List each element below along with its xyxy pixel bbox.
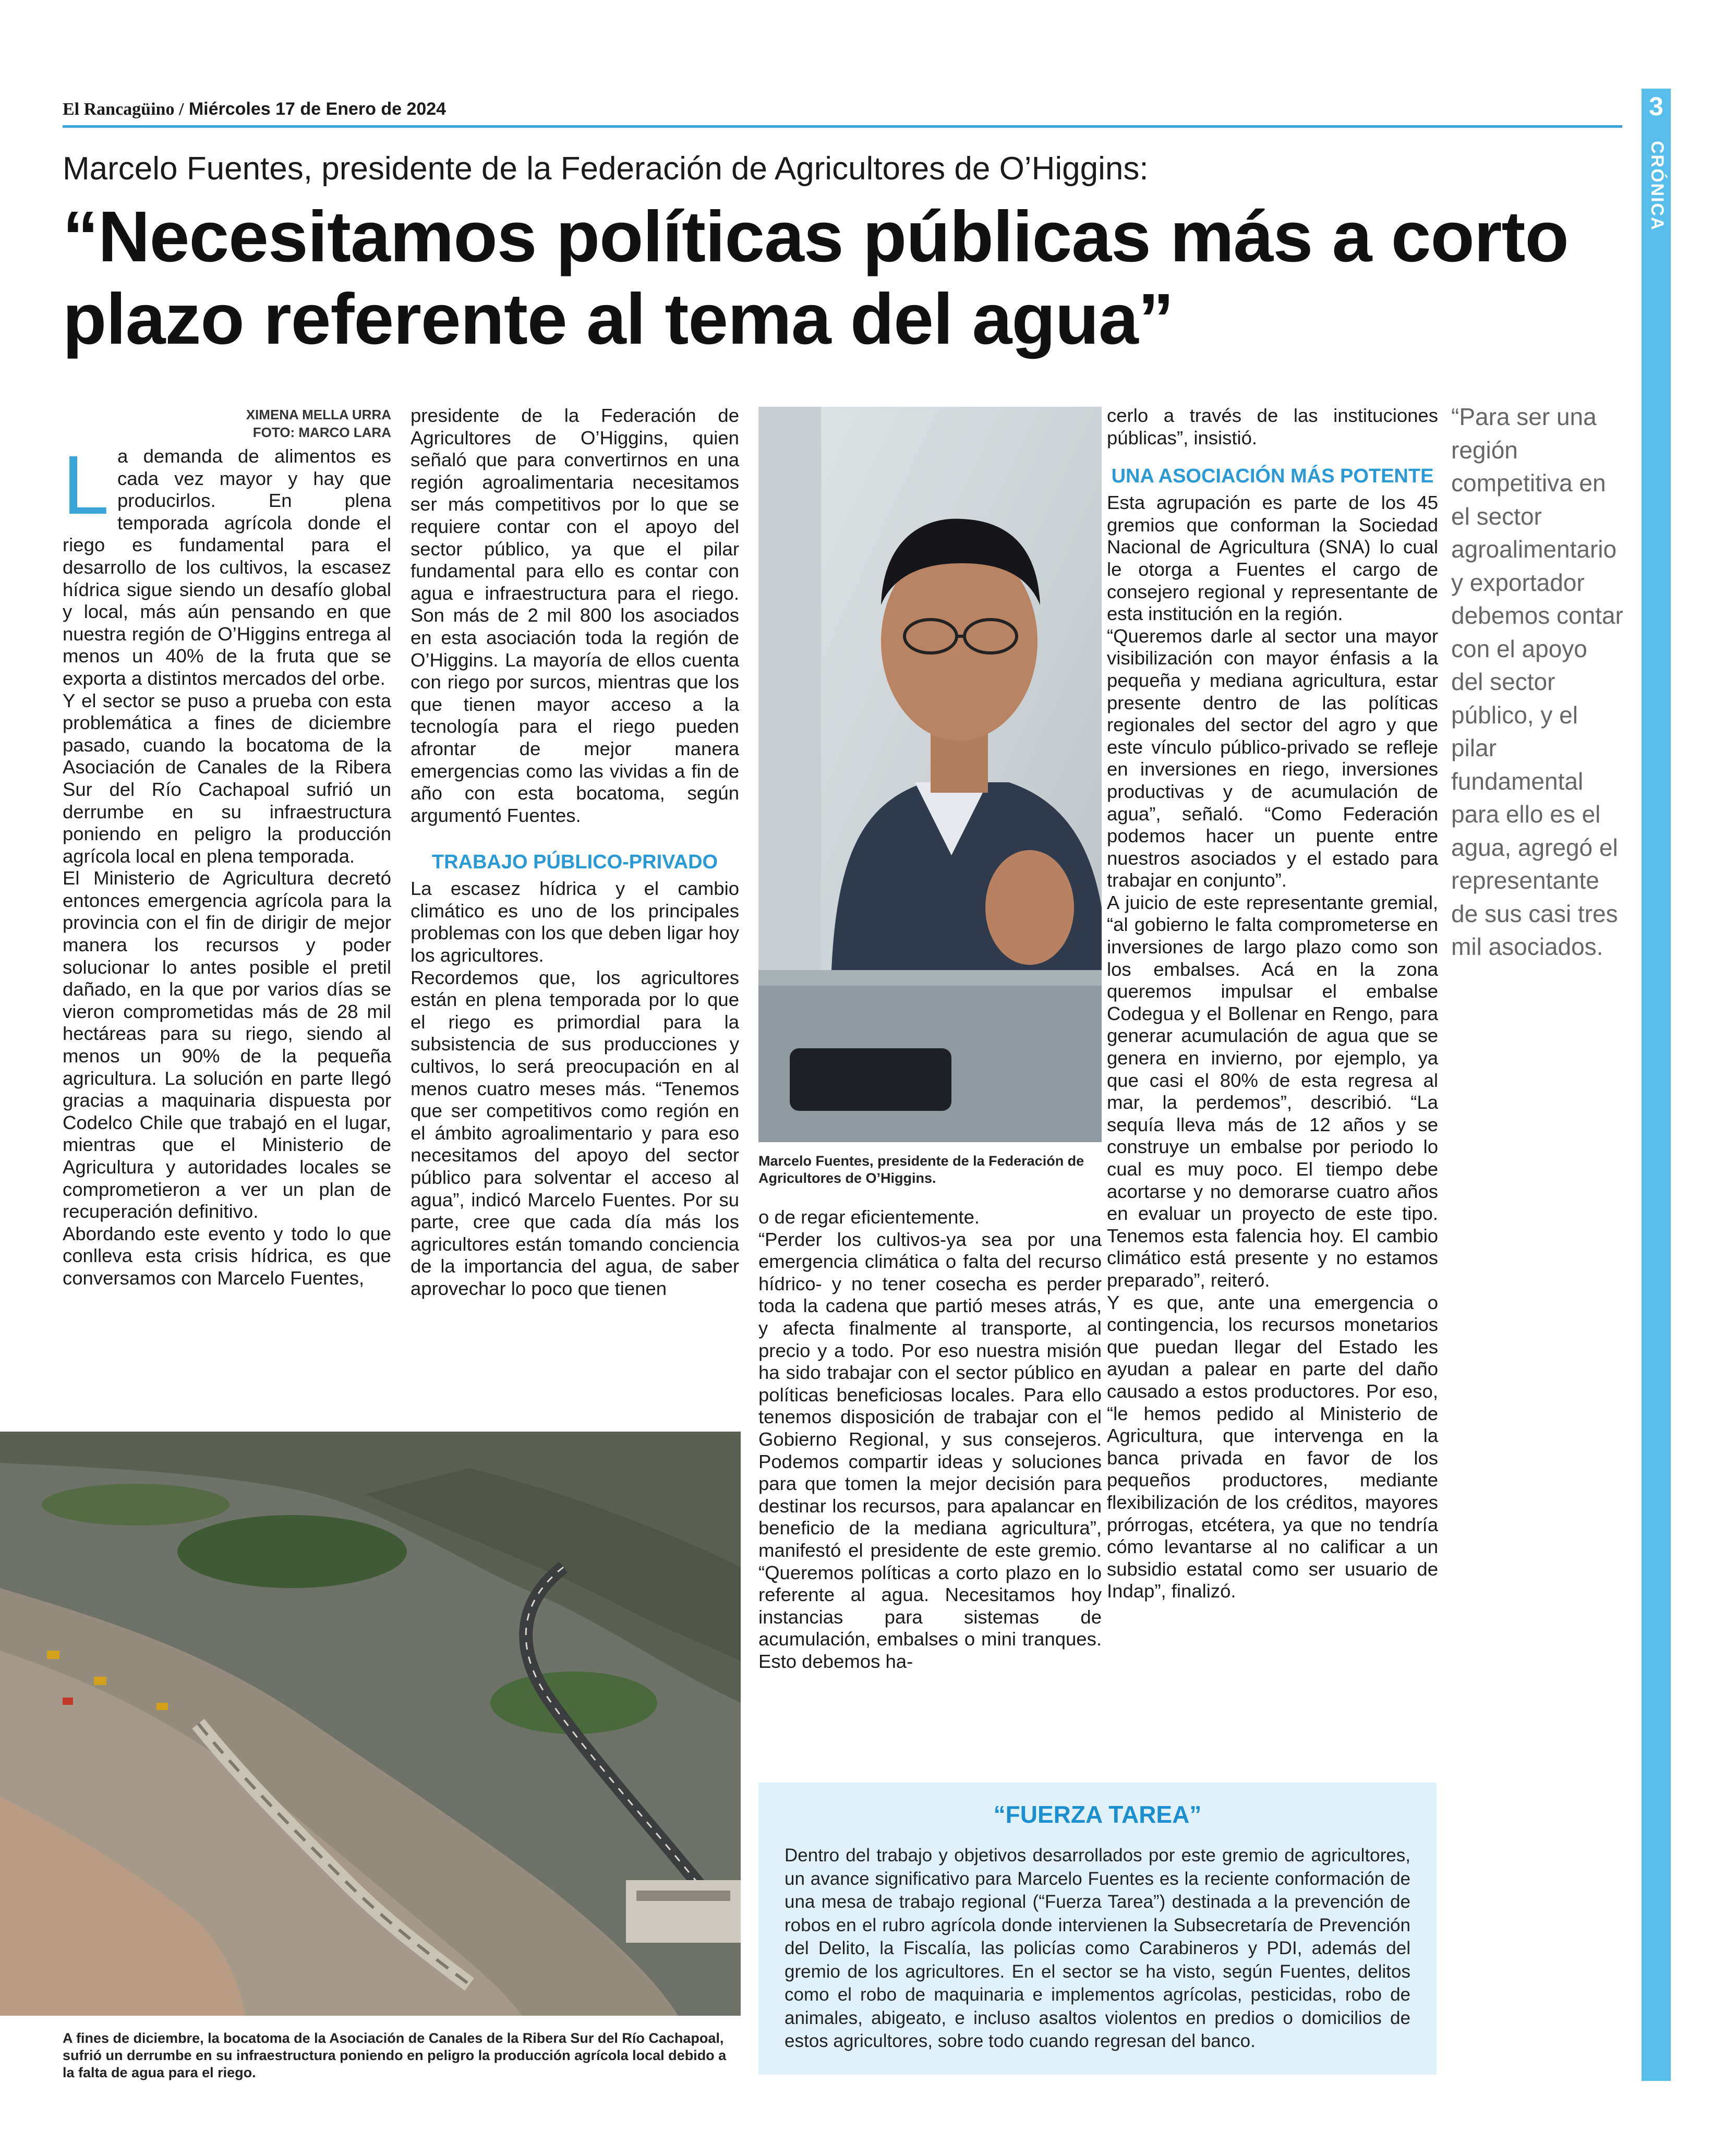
photo-credit: FOTO: MARCO LARA (252, 425, 391, 440)
drop-cap: L (63, 438, 109, 531)
aerial-photo (0, 1432, 741, 2016)
paragraph: “Queremos darle al sector una mayor visibilización con mayor énfasis a la pequeña y mediana agricultura, estar presente dentro de las políticas regionales del sector del agro y que este vínculo público-privado se refleje en inversiones en riego, inversiones productivas y de acumulación de agua”, señaló. “Como Federación podemos hacer un puente entre nuestros asociados y el estado para trabajar en conjunto”. (1107, 625, 1438, 891)
newspaper-name: El Rancagüino / (63, 100, 184, 119)
column-4 (1107, 405, 1438, 1603)
article-kicker: Marcelo Fuentes, presidente de la Federación de Agricultores de O’Higgins: (63, 151, 1149, 187)
paragraph: El Ministerio de Agricultura decretó entonces emergencia agrícola para la provincia con el fin de dirigir de mejor manera los recursos y poder solucionar lo antes posible el pretil dañado, en la que por varios días se vieron comprometidas más de 28 mil hectáreas para su riego, siendo al menos un 90% de la pequeña agricultura. La solución en parte llegó gracias a maquinaria dispuesta por Codelco Chile que trabajó en el lugar, mientras que el Ministerio de Agricultura y autoridades locales se comprometieron a ver un plan de recuperación definitivo. (63, 867, 391, 1222)
aerial-caption: A fines de diciembre, la bocatoma de la Asociación de Canales de la Ribera Sur del Río Cachapoal, sufrió un derrumbe en su infraestructura poniendo en peligro la producción agrícola local debido a la falta de agua para el riego. (63, 2030, 727, 2080)
paragraph: presidente de la Federación de Agricultores de O’Higgins, quien señaló que para convertirnos en una región agroalimentaria necesitamos ser más competitivos por lo que se requiere contar con el apoyo del sector público, ya que el pilar fundamental para ello es contar con agua e infraestructura para el riego. Son más de 2 mil 800 los asociados en esta asociación toda la región de O’Higgins. La mayoría de ellos cuenta con riego por surcos, mientras que los que tienen mayor acceso a la tecnología para el riego pueden afrontar de mejor manera emergencias como las vividas a fin de año con esta bocatoma, según argumentó Fuentes. (411, 405, 739, 826)
subhead-asociacion: UNA ASOCIACIÓN MÁS POTENTE (1111, 465, 1434, 488)
column-1 (63, 406, 391, 1290)
paragraph: La escasez hídrica y el cambio climático es uno de los principales problemas con los que deben ligar hoy los agricultores. (411, 878, 739, 966)
box-title: “FUERZA TAREA” (993, 1801, 1202, 1828)
section-band (1642, 89, 1671, 2081)
pull-quote: “Para ser una región competitiva en el sector agroalimentario y exportador debemos contar con el apoyo del sector público, y el pilar fundamental para ello es el agua, agregó el representante de sus casi tres mil asociados. (1451, 403, 1623, 960)
paragraph: o de regar eficientemente. (758, 1206, 980, 1228)
paragraph: a demanda de alimentos es cada vez mayor y hay que producirlos. En plena temporada agrícola donde el riego es fundamental para el desarrollo de los cultivos, la escasez hídrica sigue siendo un desafío global y local, más aún pensando en que nuestra región de O’Higgins entrega al menos un 40% de la fruta que se exporta a distintos mercados del orbe. (63, 445, 391, 689)
paragraph: Abordando este evento y todo lo que conlleva esta crisis hídrica, es que conversamos con Marcelo Fuentes, (63, 1222, 391, 1289)
paragraph: “Perder los cultivos-ya sea por una emergencia climática o falta del recurso hídrico- y no tener cosecha es perder toda la cadena que partió meses atrás, y afecta finalmente al transporte, al precio y a todo. Por eso nuestra misión ha sido trabajar con el sector público en políticas beneficiosas locales. Para ello tenemos disposición de trabajar con el Gobierno Regional, y sus consejeros. Podemos compartir ideas y soluciones para que tomen la mejor decisión para destinar los recursos, para apalancar en beneficio de la mediana agricultura”, manifestó el presidente de este gremio. “Queremos políticas a corto plazo en lo referente al agua. Necesitamos hoy instancias para sistemas de acumulación, embalses o mini tranques. Esto debemos ha- (758, 1228, 1102, 1672)
paragraph: Recordemos que, los agricultores están en plena temporada por lo que el riego es primordial para la subsistencia de sus producciones y cultivos, lo será preocupación en al menos cuatro meses más. “Tenemos que ser competitivos como región en el ámbito agroalimentario y para eso necesitamos del apoyo del sector público para solventar el acceso al agua”, indicó Marcelo Fuentes. Por su parte, cree que cada día más los agricultores están tomando conciencia de la importancia del agua, de saber aprovechar lo poco que tienen (411, 966, 739, 1299)
article-headline: “Necesitamos políticas públicas más a corto plazo referente al tema del agua” (63, 197, 1569, 359)
column-3 (758, 1206, 1102, 1673)
paragraph: cerlo a través de las instituciones públicas”, insistió. (1107, 405, 1438, 449)
portrait-caption: Marcelo Fuentes, presidente de la Federación de Agricultores de O’Higgins. (758, 1153, 1084, 1186)
page-header (63, 99, 446, 125)
paragraph: A juicio de este representante gremial, “al gobierno le falta comprometerse en inversiones de largo plazo como son los embalses. Acá en la zona queremos impulsar el embalse Codegua y el Bollenar en Rengo, para generar acumulación de agua que se genera en invierno, por ejemplo, ya que casi el 80% de esta regresa al mar, la perdemos”, describió. “La sequía lleva más de 12 años y se construye un embalse por periodo lo cual es muy poco. El tiempo debe acortarse y no demorarse cuatro años en evaluar un proyecto de este tipo. Tenemos esta falencia hoy. El cambio climático está presente y no estamos preparado”, reiteró. (1107, 891, 1438, 1291)
paragraph: Y es que, ante una emergencia o contingencia, los recursos monetarios que puedan llegar del Estado les ayudan a palear en parte del daño causado a estos productores. Por eso, “le hemos pedido al Ministerio de Agricultura, que intervenga en la banca privada en favor de los pequeños productores, mediante flexibilización de los créditos, mayores prórrogas, etcétera, ya que no tendría cómo levantarse al no calificar a un subsidio estatal como ser usuario de Indap”, finalizó. (1107, 1291, 1438, 1602)
box-text: Dentro del trabajo y objetivos desarrollados por este gremio de agricultores, un avance significativo para Marcelo Fuentes es la reciente conformación de una mesa de trabajo regional (“Fuerza Tarea”) destinada a la prevención de robos en el rubro agrícola donde intervienen la Subsecretaría de Prevención del Delito, la Fiscalía, las policías como Carabineros y PDI, además del gremio de los agricultores. En el sector se ha visto, según Fuentes, delitos como el robo de maquinaria e implementos agrícolas, pesticidas, robo de animales, abigeato, e incluso asaltos violentos en predios o domicilios de estos agricultores, sobre todo cuando regresan del banco. (785, 1845, 1410, 2051)
byline (63, 406, 391, 441)
column-2 (411, 405, 739, 1300)
header-rule (63, 125, 1622, 128)
page-number: 3 (1649, 92, 1663, 121)
portrait-photo (758, 407, 1102, 1142)
author: XIMENA MELLA URRA (246, 407, 391, 422)
subhead-trabajo: TRABAJO PÚBLICO-PRIVADO (431, 851, 718, 874)
paragraph: Y el sector se puso a prueba con esta problemática a fines de diciembre pasado, cuando la bocatoma de la Asociación de Canales de la Ribera Sur del Río Cachapoal sufrió un derrumbe en su infraestructura poniendo en peligro la producción agrícola local en plena temporada. (63, 689, 391, 867)
paragraph: Esta agrupación es parte de los 45 gremios que conforman la Sociedad Nacional de Agricultura (SNA) lo cual le otorga a Fuentes el cargo de consejero regional y representante de esta institución en la región. (1107, 492, 1438, 625)
fuerza-tarea-box (758, 1783, 1437, 2075)
section-label: CRÓNICA (1647, 141, 1667, 231)
issue-date: Miércoles 17 de Enero de 2024 (188, 99, 447, 119)
